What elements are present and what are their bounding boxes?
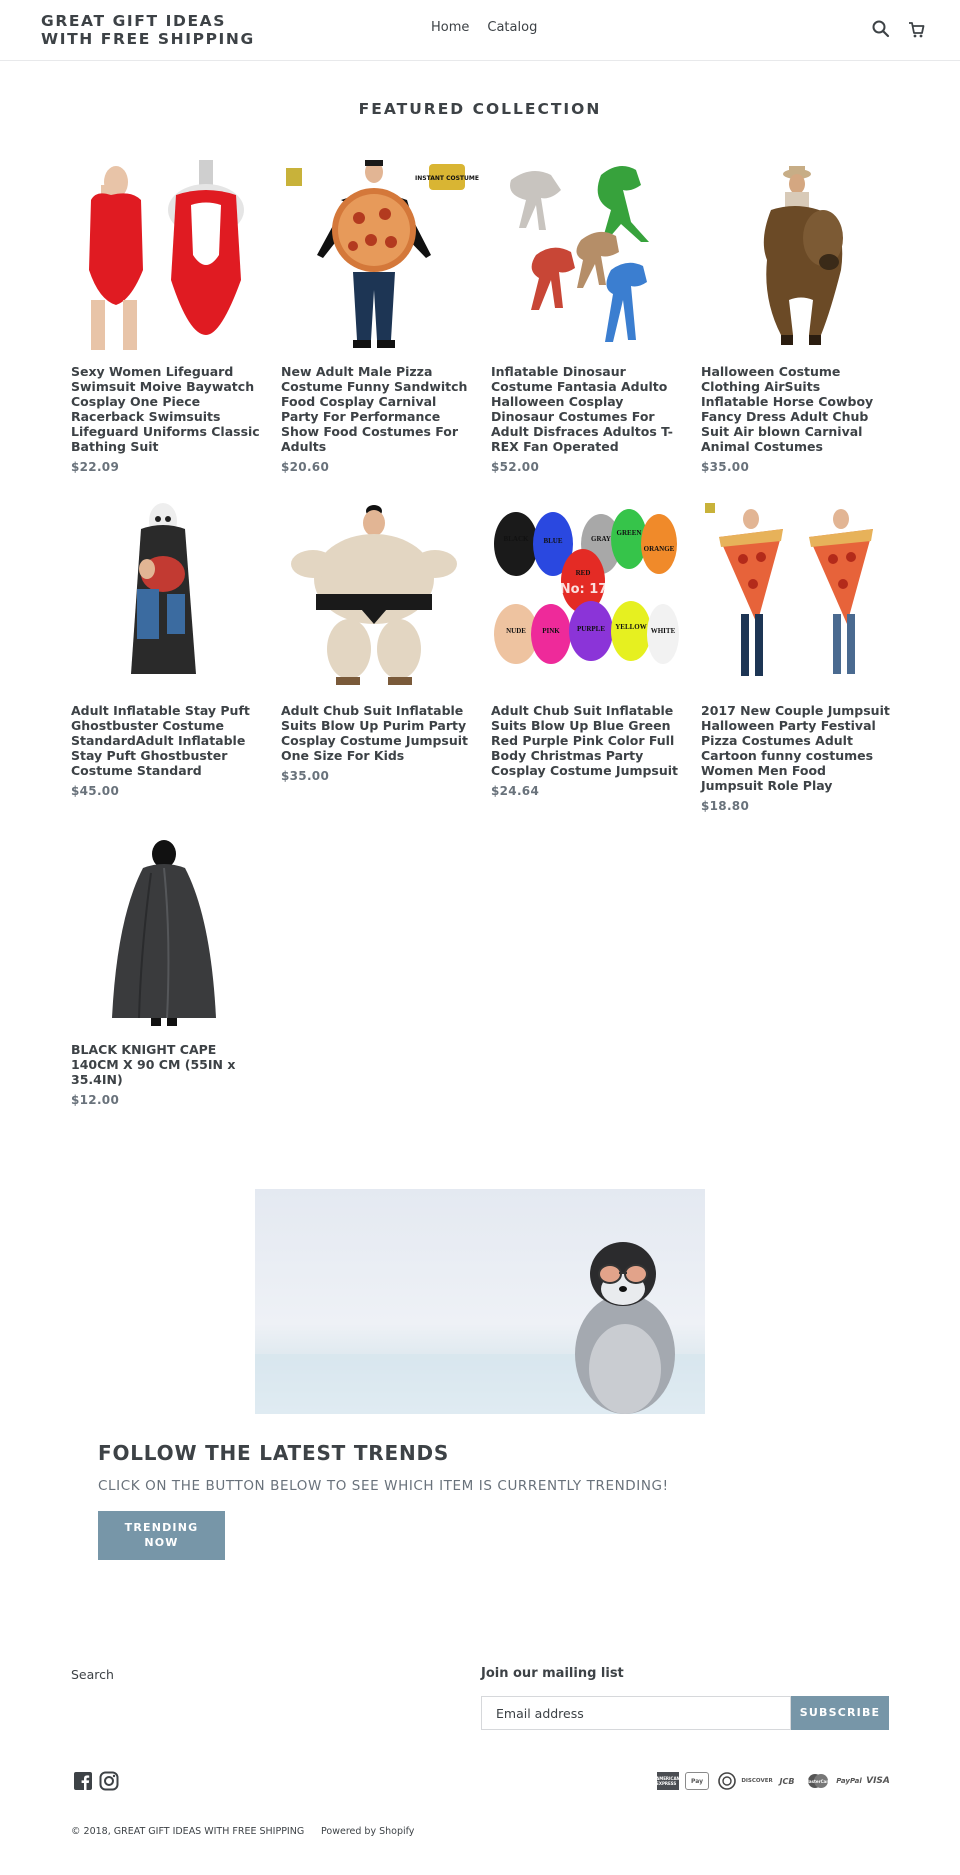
nav-catalog[interactable]: Catalog [487, 20, 538, 35]
product-price: $52.00 [491, 460, 540, 474]
instagram-icon[interactable] [99, 1771, 119, 1791]
svg-text:MasterCard: MasterCard [804, 1779, 832, 1784]
color-label: PINK [542, 627, 560, 635]
discover-icon: DISCOVER [741, 1778, 773, 1784]
apple-pay-icon: Pay [685, 1772, 709, 1790]
color-label: YELLOW [615, 623, 647, 631]
product-price: $45.00 [71, 784, 120, 798]
product-price: $18.80 [701, 799, 750, 813]
facebook-icon[interactable] [73, 1771, 93, 1791]
product-title[interactable]: Halloween Costume Clothing AirSuits Inflatable Horse Cowboy Fancy Dress Adult Chub Suit Air blown Carnival Animal Costumes [701, 364, 874, 454]
color-label: PURPLE [577, 625, 605, 633]
mastercard-icon [806, 1772, 830, 1790]
product-card[interactable] [491, 160, 681, 474]
paypal-icon: PayPal [836, 1777, 862, 1785]
product-card[interactable] [701, 499, 891, 813]
product-title[interactable]: Inflatable Dinosaur Costume Fantasia Adulto Halloween Cosplay Dinosaur Costumes For Adult Disfraces Adultos T-REX Fan Operated [491, 364, 673, 454]
section-title-featured: FEATURED COLLECTION [358, 100, 602, 118]
product-title[interactable]: Adult Chub Suit Inflatable Suits Blow Up Purim Party Cosplay Costume Jumpsuit One Size For Kids [281, 703, 469, 763]
cart-icon[interactable] [905, 18, 927, 40]
product-card[interactable] [281, 160, 479, 474]
nav-home[interactable]: Home [431, 20, 470, 35]
product-title[interactable]: Adult Inflatable Stay Puft Ghostbuster Costume StandardAdult Inflatable Stay Puft Ghostbuster Costume Standard [71, 703, 250, 778]
instant-costume-badge: INSTANT COSTUME [415, 175, 479, 182]
product-image-black-cape[interactable] [71, 838, 257, 1028]
product-title[interactable]: Sexy Women Lifeguard Swimsuit Moive Baywatch Cosplay One Piece Racerback Swimsuits Lifeguard Uniforms Classic Bathing Suit [71, 364, 260, 454]
color-label: WHITE [650, 627, 676, 635]
main-nav [431, 20, 537, 35]
product-image-reaper-costume[interactable] [71, 499, 257, 689]
product-price: $35.00 [701, 460, 750, 474]
product-card[interactable] [491, 499, 681, 798]
product-card[interactable] [71, 160, 261, 474]
product-image-dinosaurs[interactable] [491, 160, 677, 350]
site-logo[interactable]: GREAT GIFT IDEAS WITH FREE SHIPPING [41, 12, 255, 48]
color-label: BLUE [543, 537, 563, 545]
jcb-icon: JCB [779, 1776, 795, 1786]
color-label: GREEN [616, 529, 642, 537]
product-image-pizza-costume[interactable] [281, 160, 479, 350]
product-image-chub-suit-colors[interactable] [491, 499, 677, 689]
promo-subtitle: CLICK ON THE BUTTON BELOW TO SEE WHICH ITEM IS CURRENTLY TRENDING! [98, 1478, 669, 1494]
search-icon[interactable] [870, 18, 892, 40]
copyright-text: © 2018, GREAT GIFT IDEAS WITH FREE SHIPPING [71, 1826, 305, 1837]
product-price: $35.00 [281, 769, 330, 783]
product-card[interactable] [701, 160, 891, 474]
product-price: $12.00 [71, 1093, 120, 1107]
promo-banner-image [255, 1189, 705, 1414]
color-label: RED [575, 569, 591, 577]
product-title[interactable]: New Adult Male Pizza Costume Funny Sandwitch Food Cosplay Carnival Party For Performance Show Food Costumes For Adults [281, 364, 468, 454]
visa-icon: VISA [866, 1776, 890, 1786]
product-card[interactable] [281, 499, 471, 783]
product-card[interactable] [71, 838, 261, 1107]
mailing-list-title: Join our mailing list [481, 1666, 624, 1681]
promo-title: FOLLOW THE LATEST TRENDS [98, 1441, 450, 1465]
color-label: BLACK [503, 535, 529, 543]
product-card[interactable] [71, 499, 261, 798]
penguin-image [255, 1189, 705, 1414]
powered-by-link[interactable]: Powered by Shopify [321, 1826, 415, 1837]
color-label: GRAY [591, 535, 611, 543]
product-title[interactable]: 2017 New Couple Jumpsuit Halloween Party Festival Pizza Costumes Adult Cartoon funny costumes Women Men Food Jumpsuit Role Play [701, 703, 890, 793]
product-title[interactable]: Adult Chub Suit Inflatable Suits Blow Up Blue Green Red Purple Pink Color Full Body Christmas Party Cosplay Costume Jumpsuit [491, 703, 679, 778]
amex-icon: AMERICAN EXPRESS [657, 1772, 679, 1790]
product-image-pizza-couple[interactable] [701, 499, 887, 689]
product-image-swimsuit[interactable] [71, 160, 257, 350]
trending-now-button[interactable]: TRENDING NOW [98, 1511, 225, 1560]
site-header [0, 0, 960, 61]
diners-club-icon [716, 1772, 738, 1790]
email-field[interactable] [481, 1696, 791, 1730]
color-label: ORANGE [643, 545, 675, 553]
product-title[interactable]: BLACK KNIGHT CAPE 140CM X 90 CM (55IN x 35.4IN) [71, 1042, 236, 1087]
product-image-sumo-suit[interactable] [281, 499, 467, 689]
product-price: $20.60 [281, 460, 330, 474]
subscribe-button[interactable]: SUBSCRIBE [791, 1696, 889, 1730]
store-watermark: Store No: 1758496 [515, 582, 653, 597]
product-price: $24.64 [491, 784, 540, 798]
footer-search-link[interactable]: Search [71, 1667, 114, 1682]
product-image-horse-cowboy[interactable] [701, 160, 887, 350]
product-price: $22.09 [71, 460, 120, 474]
color-label: NUDE [506, 627, 526, 635]
